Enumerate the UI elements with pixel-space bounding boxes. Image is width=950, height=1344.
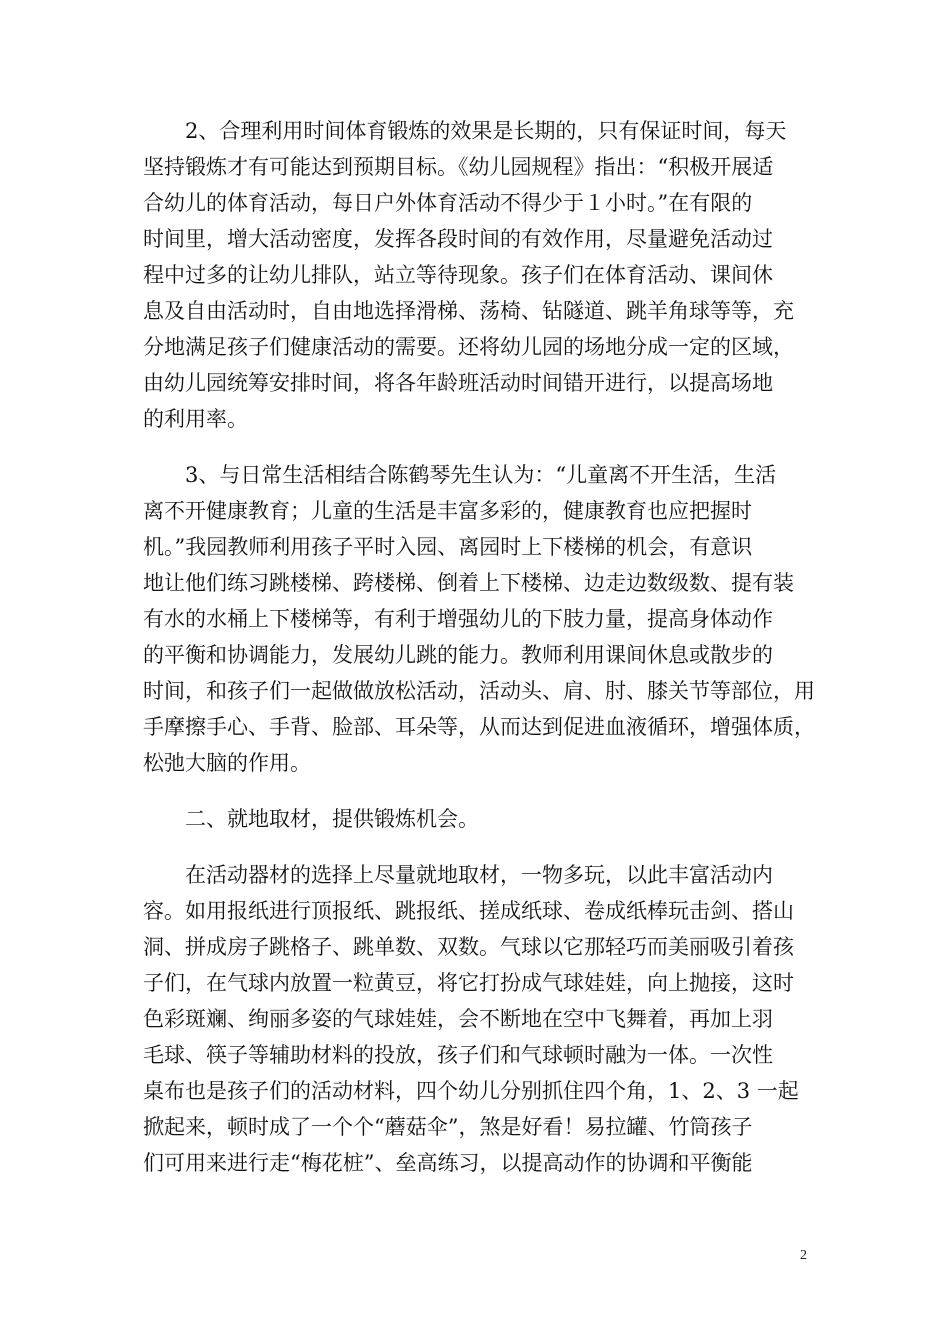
text-line: 有水的水桶上下楼梯等，有利于增强幼儿的下肢力量，提高身体动作	[143, 607, 773, 631]
text-line: 坚持锻炼才有可能达到预期目标。《幼儿园规程》指出：“积极开展适	[143, 155, 774, 179]
text-line: 毛球、筷子等辅助材料的投放，孩子们和气球顿时融为一体。一次性	[143, 1043, 773, 1067]
page-number: 2	[800, 1248, 807, 1263]
text-line: 离不开健康教育；儿童的生活是丰富多彩的，健康教育也应把握时	[143, 499, 752, 523]
paragraph-time-management	[143, 113, 810, 437]
paragraph-daily-life	[143, 457, 815, 781]
text-line: 的平衡和协调能力，发展幼儿跳的能力。教师利用课间休息或散步的	[143, 643, 773, 667]
text-line: 2、合理利用时间体育锻炼的效果是长期的，只有保证时间，每天	[185, 119, 787, 143]
text-line: 在活动器材的选择上尽量就地取材，一物多玩，以此丰富活动内	[185, 863, 773, 887]
text-line: 桌布也是孩子们的活动材料，四个幼儿分别抓住四个角，1、2、3 一起	[143, 1079, 799, 1103]
heading-line: 二、就地取材，提供锻炼机会。	[185, 807, 479, 831]
text-line: 松弛大脑的作用。	[143, 751, 311, 775]
text-line: 息及自由活动时，自由地选择滑梯、荡椅、钻隧道、跳羊角球等等，充	[143, 299, 794, 323]
text-line: 掀起来，顿时成了一个个“蘑菇伞”，煞是好看！易拉罐、竹筒孩子	[143, 1115, 753, 1139]
text-line: 由幼儿园统筹安排时间，将各年龄班活动时间错开进行，以提高场地	[143, 371, 773, 395]
text-line: 时间里，增大活动密度，发挥各段时间的有效作用，尽量避免活动过	[143, 227, 773, 251]
text-line: 色彩斑斓、绚丽多姿的气球娃娃，会不断地在空中飞舞着，再加上羽	[143, 1007, 773, 1031]
text-line: 手摩擦手心、手背、脸部、耳朵等，从而达到促进血液循环，增强体质，	[143, 715, 815, 739]
text-line: 合幼儿的体育活动，每日户外体育活动不得少于１小时。”在有限的	[143, 191, 753, 215]
text-line: 容。如用报纸进行顶报纸、跳报纸、搓成纸球、卷成纸棒玩击剑、搭山	[143, 899, 794, 923]
text-line: 洞、拼成房子跳格子、跳单数、双数。气球以它那轻巧而美丽吸引着孩	[143, 935, 794, 959]
text-line: 地让他们练习跳楼梯、跨楼梯、倒着上下楼梯、边走边数级数、提有装	[143, 571, 794, 595]
document-body	[143, 113, 815, 1201]
text-line: 的利用率。	[143, 407, 248, 431]
text-line: 时间，和孩子们一起做做放松活动，活动头、肩、肘、膝关节等部位，用	[143, 679, 815, 703]
text-line: 子们，在气球内放置一粒黄豆，将它打扮成气球娃娃，向上抛接，这时	[143, 971, 794, 995]
section-heading	[143, 801, 810, 837]
text-line: 分地满足孩子们健康活动的需要。还将幼儿园的场地分成一定的区域，	[143, 335, 794, 359]
text-line: 们可用来进行走“梅花桩”、垒高练习，以提高动作的协调和平衡能	[143, 1151, 753, 1175]
paragraph-local-materials	[143, 857, 810, 1181]
text-line: 3、与日常生活相结合陈鹤琴先生认为：“儿童离不开生活，生活	[185, 463, 777, 487]
text-line: 程中过多的让幼儿排队，站立等待现象。孩子们在体育活动、课间休	[143, 263, 773, 287]
text-line: 机。”我园教师利用孩子平时入园、离园时上下楼梯的机会，有意识	[143, 535, 753, 559]
